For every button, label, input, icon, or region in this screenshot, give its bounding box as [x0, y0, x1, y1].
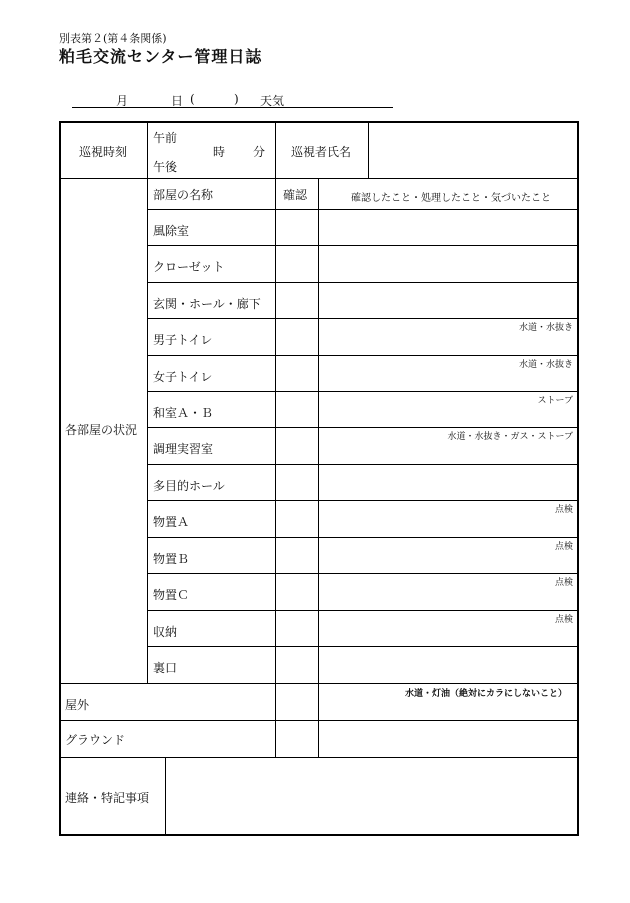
month-label: 月: [116, 94, 129, 108]
paren-open: (: [190, 92, 195, 106]
rooms-section-label: 各部屋の状況: [65, 423, 138, 437]
room-hint: 水道・水抜き: [518, 323, 573, 333]
inspector-label: 巡視者氏名: [291, 145, 352, 159]
col-notes-header: 確認したこと・処理したこと・気づいたこと: [351, 193, 551, 204]
room-hint: 水道・水抜き・ガス・ストーブ: [447, 432, 573, 442]
room-hint: 点検: [554, 578, 573, 588]
room-hint: 点検: [554, 615, 573, 625]
outdoor-label: 屋外: [65, 698, 90, 712]
room-name: 調理実習室: [153, 442, 214, 456]
date-weather-line: [72, 92, 393, 108]
room-hint: 点検: [554, 542, 573, 552]
room-hint: 点検: [554, 505, 573, 515]
room-name: 玄関・ホール・廊下: [153, 297, 261, 311]
room-hint: ストーブ: [537, 396, 573, 406]
page-title: 粕毛交流センター管理日誌: [59, 47, 263, 66]
room-name: 多目的ホール: [153, 479, 225, 493]
room-name: 女子トイレ: [153, 370, 213, 384]
room-name: 男子トイレ: [153, 333, 213, 347]
col-check-header: 確認: [283, 188, 308, 202]
am-label: 午前: [153, 131, 178, 145]
room-name: 物置Ａ: [153, 515, 190, 529]
day-label: 日: [171, 94, 184, 108]
ground-label: グラウンド: [65, 733, 126, 747]
form-reference: 別表第２(第４条関係): [59, 32, 167, 45]
room-name: 裏口: [153, 661, 178, 675]
room-hint: 水道・水抜き: [518, 360, 573, 370]
room-name: 和室Ａ・Ｂ: [153, 406, 214, 420]
room-name: 物置Ｂ: [153, 552, 190, 566]
room-name: 風除室: [153, 224, 190, 238]
room-name: クローゼット: [153, 260, 225, 274]
hour-label: 時: [213, 145, 226, 159]
room-name: 物置Ｃ: [153, 588, 190, 602]
outdoor-hint: 水道・灯油（絶対にカラにしないこと）: [404, 689, 567, 699]
pm-label: 午後: [153, 160, 178, 174]
minute-label: 分: [253, 145, 266, 159]
weather-label: 天気: [260, 94, 285, 108]
paren-close: ): [234, 92, 239, 106]
col-room-header: 部屋の名称: [153, 188, 214, 202]
room-name: 収納: [153, 625, 178, 639]
log-form: [59, 121, 579, 836]
remarks-label: 連絡・特記事項: [65, 791, 150, 805]
patrol-time-label: 巡視時刻: [79, 145, 128, 159]
